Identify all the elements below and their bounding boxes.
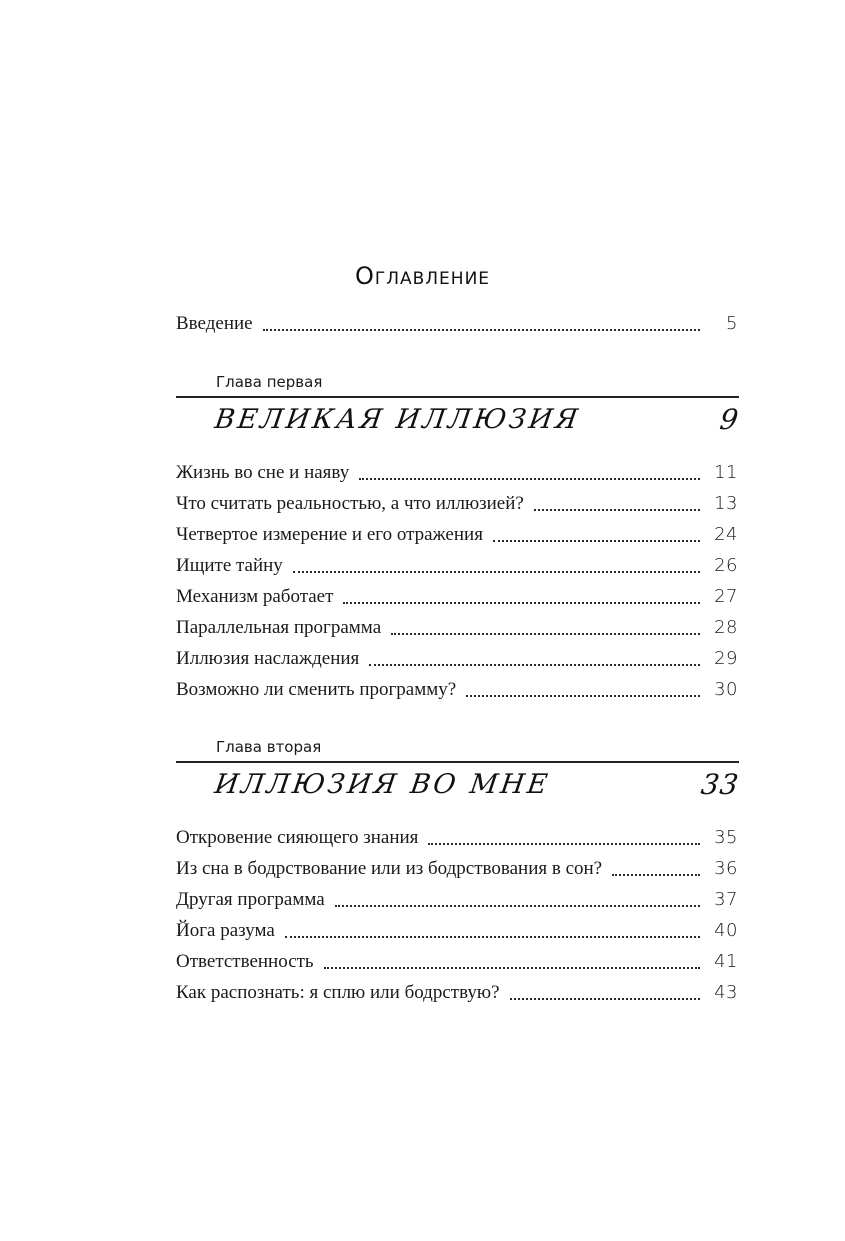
chapter-label: Глава первая — [216, 373, 323, 391]
toc-entry-page: 30 — [714, 679, 738, 700]
toc-entry-page: 24 — [714, 524, 738, 545]
toc-entry-page: 13 — [714, 493, 738, 514]
toc-entry[interactable] — [176, 552, 738, 578]
toc-entry-label: Из сна в бодрствование или из бодрствования в сон? — [176, 858, 603, 879]
dot-leader — [391, 633, 700, 635]
dot-leader — [428, 843, 700, 845]
toc-entry-label: Йога разума — [176, 920, 275, 941]
dot-leader — [324, 967, 700, 969]
dot-leader — [335, 905, 700, 907]
toc-entry[interactable] — [176, 459, 738, 485]
dot-leader — [612, 874, 700, 876]
toc-entry[interactable] — [176, 521, 738, 547]
toc-entry[interactable] — [176, 917, 738, 943]
toc-entry-label: Жизнь во сне и наяву — [176, 462, 350, 483]
toc-entry-page: 41 — [714, 951, 738, 972]
toc-entry-label: Как распознать: я сплю или бодрствую? — [176, 982, 500, 1003]
chapter-page: 9 — [717, 402, 742, 436]
toc-entry-page: 37 — [714, 889, 738, 910]
toc-entry-page: 43 — [714, 982, 738, 1003]
toc-entry[interactable] — [176, 583, 738, 609]
toc-title: Оглавление — [354, 262, 491, 290]
toc-entry-label: Введение — [176, 313, 253, 334]
toc-entry-label: Иллюзия наслаждения — [176, 648, 360, 669]
toc-entry[interactable] — [176, 490, 738, 516]
dot-leader — [285, 936, 700, 938]
dot-leader — [359, 478, 700, 480]
toc-entry-label: Механизм работает — [176, 586, 334, 607]
toc-entry-page: 40 — [714, 920, 738, 941]
toc-entry[interactable] — [176, 676, 738, 702]
toc-entry-label: Четвертое измерение и его отражения — [176, 524, 483, 545]
toc-entry[interactable] — [176, 645, 738, 671]
toc-entry-page: 27 — [714, 586, 738, 607]
toc-entry[interactable] — [176, 948, 738, 974]
toc-entry-page: 11 — [714, 462, 738, 483]
toc-entry-page: 26 — [714, 555, 738, 576]
dot-leader — [343, 602, 700, 604]
dot-leader — [263, 329, 700, 331]
toc-entry[interactable] — [176, 979, 738, 1005]
toc-entry[interactable] — [176, 614, 738, 640]
dot-leader — [493, 540, 700, 542]
dot-leader — [534, 509, 700, 511]
toc-entry-page: 35 — [714, 827, 738, 848]
toc-entry-page: 36 — [714, 858, 738, 879]
toc-entry-label: Откровение сияющего знания — [176, 827, 419, 848]
chapter-label: Глава вторая — [216, 738, 322, 756]
toc-entry-page: 5 — [726, 313, 738, 334]
chapter-page: 33 — [699, 767, 742, 801]
chapter-title: ИЛЛЮЗИЯ ВО МНЕ — [212, 768, 553, 800]
dot-leader — [369, 664, 700, 666]
toc-entry[interactable] — [176, 824, 738, 850]
dot-leader — [466, 695, 700, 697]
chapter-heading[interactable] — [212, 399, 742, 439]
toc-entry-label: Ищите тайну — [176, 555, 283, 576]
toc-entry-page: 29 — [714, 648, 738, 669]
chapter-divider — [176, 396, 739, 398]
toc-entry[interactable] — [176, 855, 738, 881]
toc-entry[interactable] — [176, 886, 738, 912]
toc-entry-label: Параллельная программа — [176, 617, 382, 638]
toc-entry-intro[interactable] — [176, 310, 738, 336]
dot-leader — [510, 998, 700, 1000]
chapter-divider — [176, 761, 739, 763]
dot-leader — [293, 571, 700, 573]
toc-entry-label: Ответственность — [176, 951, 314, 972]
chapter-title: ВЕЛИКАЯ ИЛЛЮЗИЯ — [212, 403, 583, 435]
toc-entry-label: Другая программа — [176, 889, 325, 910]
toc-entry-label: Возможно ли сменить программу? — [176, 679, 457, 700]
toc-entry-label: Что считать реальностью, а что иллюзией? — [176, 493, 524, 514]
chapter-heading[interactable] — [212, 764, 742, 804]
toc-entry-page: 28 — [714, 617, 738, 638]
